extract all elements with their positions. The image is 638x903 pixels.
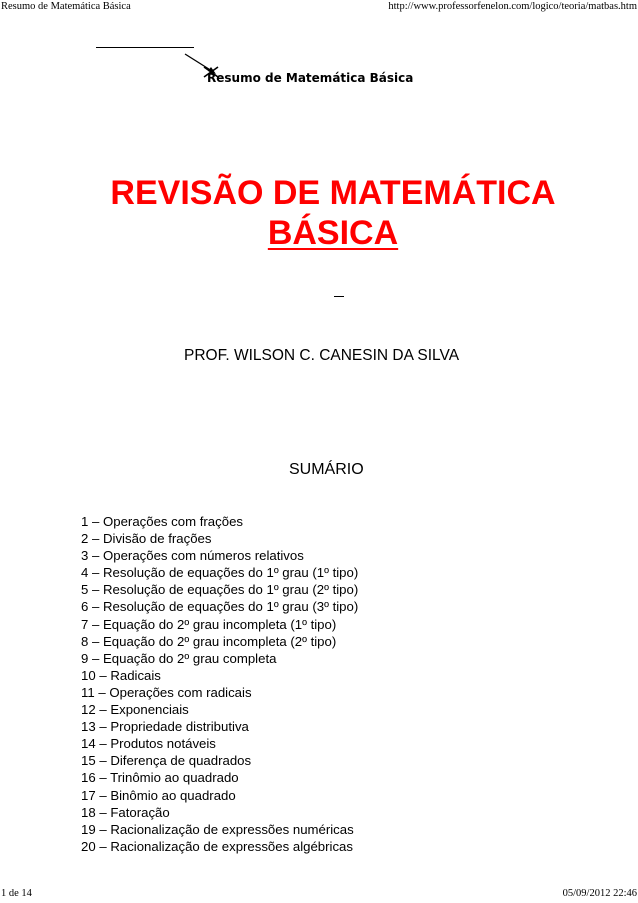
separator-dash	[334, 296, 344, 297]
summary-item: 9 – Equação do 2º grau completa	[81, 650, 277, 666]
logo-rule	[96, 47, 194, 48]
summary-item: 1 – Operações com frações	[81, 514, 243, 529]
summary-item: 20 – Racionalização de expressões algébricas	[81, 838, 353, 854]
document-title	[60, 173, 606, 253]
print-header-url: http://www.professorfenelon.com/logico/teoria/matbas.htm	[388, 1, 637, 12]
summary-item: 14 – Produtos notáveis	[81, 736, 216, 752]
summary-item: 12 – Exponenciais	[81, 702, 189, 718]
author-name: PROF. WILSON C. CANESIN DA SILVA	[184, 347, 460, 364]
page-counter: 1 de 14	[1, 888, 32, 899]
site-title: Resumo de Matemática Básica	[207, 71, 414, 85]
summary-item: 6 – Resolução de equações do 1º grau (3º tipo)	[81, 599, 359, 615]
document-title-line-1: REVISÃO DE MATEMÁTICA	[110, 174, 556, 212]
summary-item: 11 – Operações com radicais	[81, 684, 252, 700]
summary-item: 2 – Divisão de frações	[81, 531, 212, 547]
summary-item: 19 – Racionalização de expressões numéricas	[81, 821, 354, 837]
print-datetime: 05/09/2012 22:46	[562, 888, 637, 899]
print-footer	[0, 887, 638, 901]
summary-item: 16 – Trinômio ao quadrado	[81, 770, 239, 786]
summary-heading: SUMÁRIO	[289, 461, 364, 478]
summary-item: 3 – Operações com números relativos	[81, 548, 304, 564]
summary-item: 15 – Diferença de quadrados	[81, 753, 252, 769]
summary-list	[81, 513, 358, 855]
summary-item: 4 – Resolução de equações do 1º grau (1º tipo)	[81, 565, 359, 581]
print-header	[0, 0, 638, 14]
summary-item: 8 – Equação do 2º grau incompleta (2º tipo)	[81, 633, 337, 649]
summary-item: 18 – Fatoração	[81, 804, 170, 820]
document-title-line-2: BÁSICA	[267, 214, 399, 252]
summary-item: 7 – Equação do 2º grau incompleta (1º tipo)	[81, 616, 337, 632]
print-header-title: Resumo de Matemática Básica	[1, 1, 131, 12]
summary-item: 10 – Radicais	[81, 667, 161, 683]
summary-item: 5 – Resolução de equações do 1º grau (2º tipo)	[81, 582, 359, 598]
summary-item: 13 – Propriedade distributiva	[81, 719, 249, 735]
summary-item: 17 – Binômio ao quadrado	[81, 787, 236, 803]
